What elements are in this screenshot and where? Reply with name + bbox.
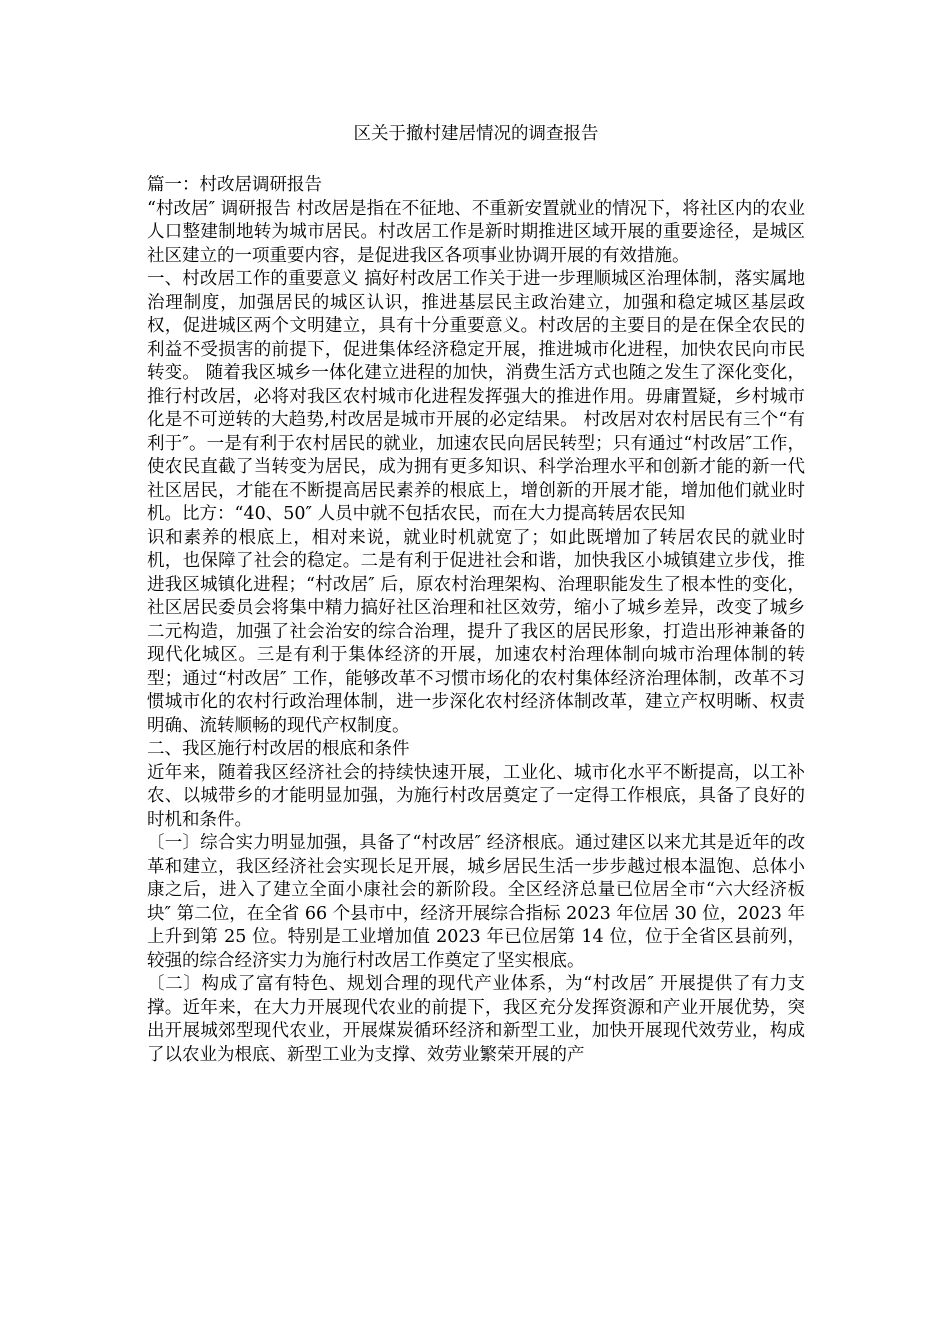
paragraph: 〔一〕综合实力明显加强，具备了“村改居″ 经济根底。通过建区以来尤其是近年的改革和建立，我区经济社会实现长足开展，城乡居民生活一步步越过根本温饱、总体小康之后，进入了建立全面小康社会的新阶段。全区经济总量已位居全市“六大经济板块″ 第二位，在全省 66 个县市中，经济开展综合指标 2023 年位居 30 位，2023 年上升到第 25 位。特别是工业增加值 2023 年已位居第 14 位，位于全省区县前列，较强的综合经济实力为施行村改居工作奠定了坚实根底。: [147, 833, 805, 971]
section-heading: 篇一：村改居调研报告: [147, 175, 322, 195]
document-title: 区关于撤村建居情况的调查报告: [353, 124, 599, 144]
paragraph: “村改居″ 调研报告 村改居是指在不征地、不重新安置就业的情况下，将社区内的农业人口整建制地转为城市居民。村改居工作是新时期推进区域开展的重要途径，是城区社区建立的一项重要内容，是促进我区各项事业协调开展的有效措施。: [147, 198, 805, 266]
paragraph: 一、村改居工作的重要意义 搞好村改居工作关于进一步理顺城区治理体制，落实属地治理制度，加强居民的城区认识，推进基层民主政治建立，加强和稳定城区基层政权，促进城区两个文明建立，具有十分重要意义。村改居的主要目的是在保全农民的利益不受损害的前提下，促进集体经济稳定开展，推进城市化进程，加快农民向市民转变。 随着我区城乡一体化建立进程的加快，消费生活方式也随之发生了深化变化，推行村改居，必将对我区农村城市化进程发挥强大的推进作用。毋庸置疑，乡村城市化是不可逆转的大趋势,村改居是城市开展的必定结果。 村改居对农村居民有三个“有利于″。一是有利于农村居民的就业，加速农民向居民转型；只有通过“村改居″工作，使农民直截了当转变为居民，成为拥有更多知识、科学治理水平和创新才能的新一代社区居民，才能在不断提高居民素养的根底上，增创新的开展才能，增加他们就业时机。比方：“40、50″ 人员中就不包括农民，而在大力提高转居农民知: [147, 269, 805, 524]
paragraph: 近年来，随着我区经济社会的持续快速开展，工业化、城市化水平不断提高，以工补农、以城带乡的才能明显加强，为施行村改居奠定了一定得工作根底，具备了良好的时机和条件。: [147, 762, 805, 830]
document-page: [147, 120, 805, 1067]
paragraph: 〔二〕构成了富有特色、规划合理的现代产业体系，为“村改居″ 开展提供了有力支撑。近年来，在大力开展现代农业的前提下，我区充分发挥资源和产业开展优势，突出开展城郊型现代农业，开展煤炭循环经济和新型工业，加快开展现代效劳业，构成了以农业为根底、新型工业为支撑、效劳业繁荣开展的产: [147, 974, 805, 1065]
section-heading: 二、我区施行村改居的根底和条件: [147, 739, 410, 759]
paragraph: 识和素养的根底上，相对来说，就业时机就宽了；如此既增加了转居农民的就业时机，也保障了社会的稳定。二是有利于促进社会和谐，加快我区小城镇建立步伐，推进我区城镇化进程；“村改居″ 后，原农村治理架构、治理职能发生了根本性的变化，社区居民委员会将集中精力搞好社区治理和社区效劳，缩小了城乡差异，改变了城乡二元构造，加强了社会治安的综合治理，提升了我区的居民形象，打造出形神兼备的现代化城区。三是有利于集体经济的开展，加速农村治理体制向城市治理体制的转型；通过“村改居″ 工作，能够改革不习惯市场化的农村集体经济治理体制，改革不习惯城市化的农村行政治理体制，进一步深化农村经济体制改革，建立产权明晰、权责明确、流转顺畅的现代产权制度。: [147, 527, 805, 736]
